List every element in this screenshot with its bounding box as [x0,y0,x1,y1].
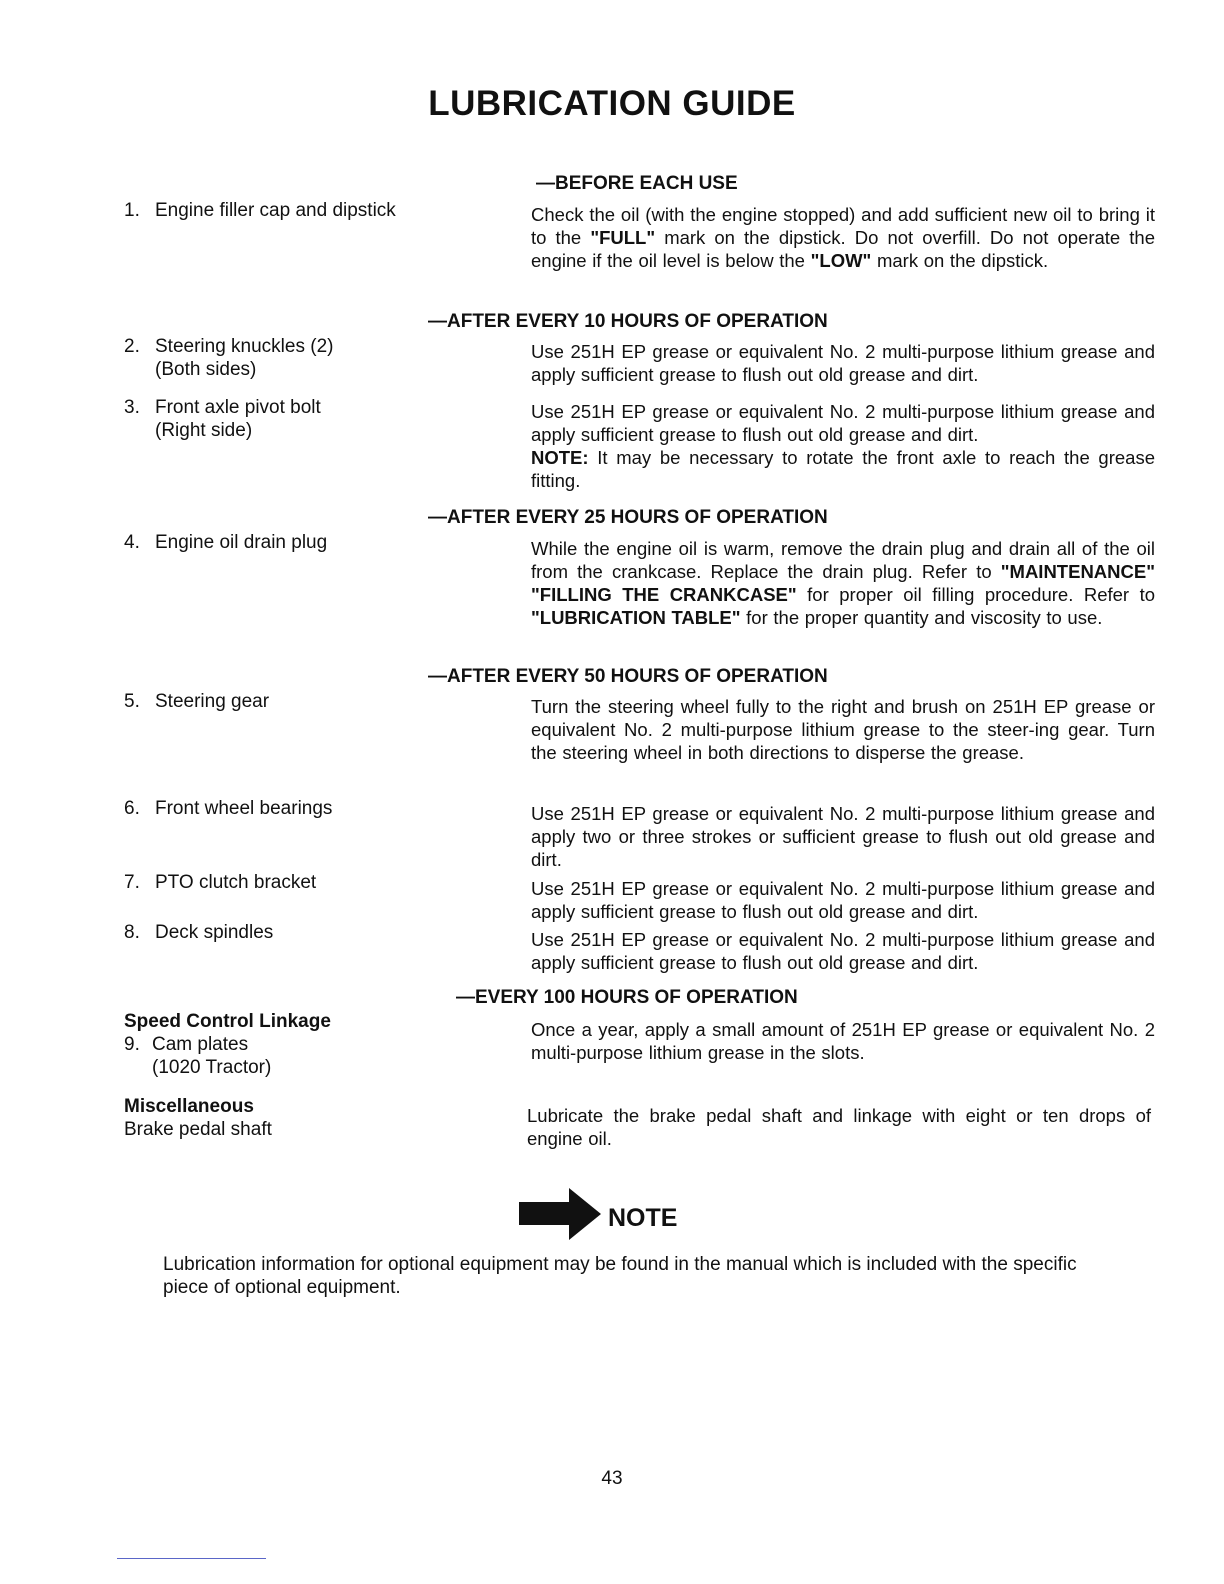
bottom-rule [117,1558,266,1559]
item-number: 2. [124,336,140,357]
description-7: Use 251H EP grease or equivalent No. 2 multi-purpose lithium grease and apply sufficient grease to flush out old grease and dirt. [531,878,1155,922]
list-item [124,335,333,381]
item-number: 6. [124,798,140,819]
item-label: Deck spindles [155,922,274,943]
item-label: Front axle pivot bolt [155,397,321,418]
section-header-after-50-hours: —AFTER EVERY 50 HOURS OF OPERATION [428,666,828,687]
description-text: It may be necessary to rotate the front axle to reach the grease fitting. [531,447,1155,491]
description-1 [531,203,1155,272]
item-number: 3. [124,397,140,418]
section-header-before-each-use: —BEFORE EACH USE [536,173,738,194]
description-text: Check the oil (with the engine stopped) and add sufficient new oil to bring it to the [531,204,1155,248]
item-sublabel: (Both sides) [155,359,257,380]
list-item [124,199,396,222]
arrow-right-icon [519,1186,603,1242]
item-label: Front wheel bearings [155,798,333,819]
item-label: Engine filler cap and dipstick [155,200,396,221]
page-number: 43 [601,1468,623,1489]
item-number: 9. [124,1034,140,1055]
item-number: 1. [124,200,140,221]
list-item [124,690,269,713]
item-sublabel: (Right side) [155,420,253,441]
item-label: Steering gear [155,691,270,712]
emphasis-maintenance: "MAINTENANCE" "FILLING THE CRANKCASE" [531,561,1155,605]
emphasis-low: "LOW" [810,250,872,271]
list-item [124,871,316,894]
section-header-after-25-hours: —AFTER EVERY 25 HOURS OF OPERATION [428,507,828,528]
group-heading-miscellaneous: Miscellaneous [124,1096,254,1117]
description-text: for the proper quantity and viscosity to use. [740,607,1103,628]
item-sublabel: (1020 Tractor) [152,1057,272,1078]
list-item [124,396,321,442]
list-item [124,921,273,944]
note-label-inline: NOTE: [531,447,589,468]
description-text: for proper oil filling procedure. Refer to [796,584,1155,605]
item-label: PTO clutch bracket [155,872,317,893]
description-10: Lubricate the brake pedal shaft and linkage with eight or ten drops of engine oil. [527,1105,1151,1149]
note-text: Lubrication information for optional equipment may be found in the manual which is included with the specific piece of optional equipment. [163,1254,1077,1298]
section-header-every-100-hours: —EVERY 100 HOURS OF OPERATION [456,987,798,1008]
description-text: While the engine oil is warm, remove the drain plug and drain all of the oil from the crankcase. Replace the drain plug. Refer to [531,538,1155,582]
item-number: 8. [124,922,140,943]
description-8: Use 251H EP grease or equivalent No. 2 multi-purpose lithium grease and apply sufficient grease to flush out old grease and dirt. [531,929,1155,973]
description-3 [531,400,1155,492]
list-item [124,797,332,820]
emphasis-lubrication-table: "LUBRICATION TABLE" [531,607,741,628]
group-heading-speed-control: Speed Control Linkage [124,1011,331,1032]
description-2: Use 251H EP grease or equivalent No. 2 multi-purpose lithium grease and apply sufficient grease to flush out old grease and dirt. [531,341,1155,385]
description-9: Once a year, apply a small amount of 251H EP grease or equivalent No. 2 multi-purpose lithium grease in the slots. [531,1019,1155,1063]
item-number: 5. [124,691,140,712]
item-number: 7. [124,872,140,893]
description-5: Turn the steering wheel fully to the right and brush on 251H EP grease or equivalent No. 2 multi-purpose lithium grease to the steer-ing gear. Turn the steering wheel in both directions to disperse the grease. [531,696,1155,763]
page-title: LUBRICATION GUIDE [428,84,796,123]
description-6: Use 251H EP grease or equivalent No. 2 multi-purpose lithium grease and apply two or three strokes or sufficient grease to flush out old grease and dirt. [531,803,1155,870]
misc-item-brake-pedal: Brake pedal shaft [124,1119,272,1140]
note-label: NOTE [608,1204,678,1232]
item-label: Cam plates [152,1034,249,1055]
item-label: Engine oil drain plug [155,532,328,553]
emphasis-full: "FULL" [590,227,656,248]
list-item [124,1033,271,1079]
description-text: mark on the dipstick. Do not overfill. Do not operate the engine if the oil level is below the [531,227,1155,271]
item-number: 4. [124,532,140,553]
description-text: Use 251H EP grease or equivalent No. 2 multi-purpose lithium grease and apply sufficient grease to flush out old grease and dirt. [531,401,1155,445]
section-header-after-10-hours: —AFTER EVERY 10 HOURS OF OPERATION [428,311,828,332]
description-text: mark on the dipstick. [871,250,1049,271]
list-item [124,531,327,554]
item-label: Steering knuckles (2) [155,336,334,357]
description-4 [531,537,1155,629]
